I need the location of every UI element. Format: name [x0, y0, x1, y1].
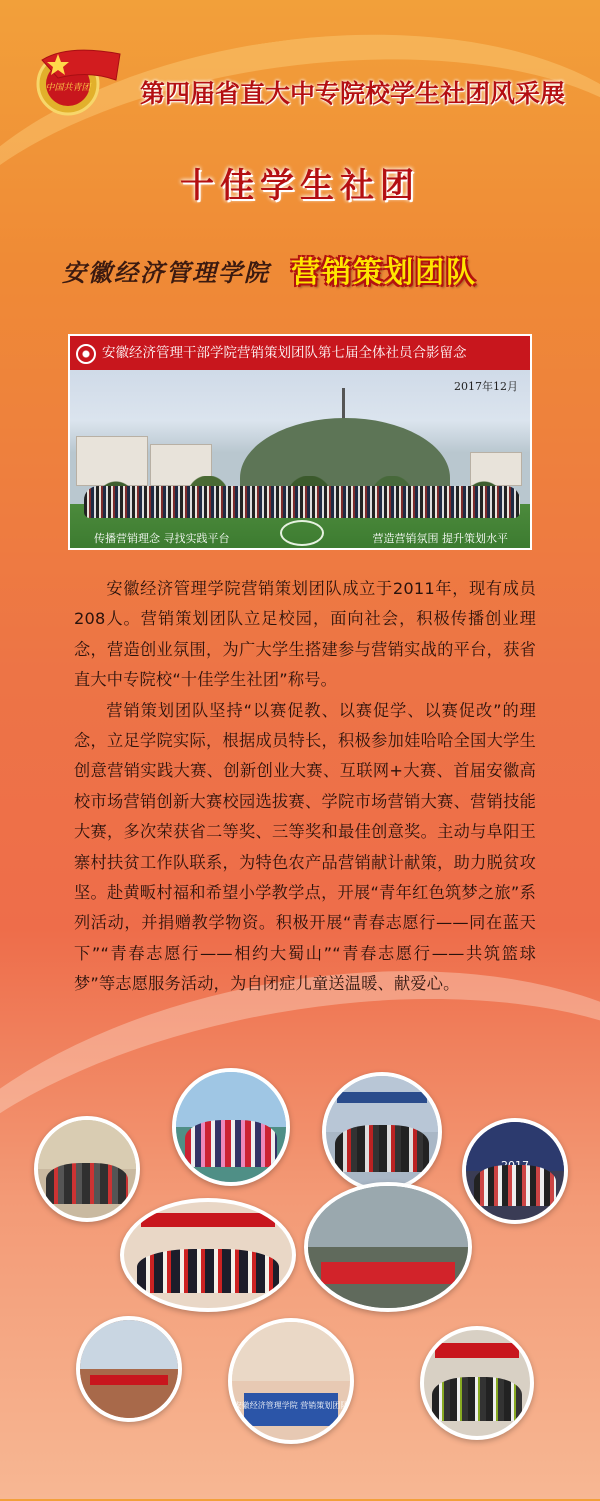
- gallery-photo-7: [76, 1316, 182, 1422]
- gallery-photo-8: [228, 1318, 354, 1444]
- photo-3-volunteers: [46, 1163, 128, 1204]
- gallery-photo-9: [420, 1326, 534, 1440]
- photo-8-banner-text: 安徽经济管理学院 营销策划团队: [233, 1400, 349, 1410]
- group-photo-banner: [70, 336, 530, 370]
- group-photo-caption-right: 营造营销氛围 提升策划水平: [372, 532, 508, 545]
- gallery-photo-1: [172, 1068, 290, 1186]
- club-description: [74, 574, 536, 1000]
- group-photo-date: 2017年12月: [454, 380, 518, 393]
- svg-text:中国共青团: 中国共青团: [45, 83, 91, 93]
- gallery-photo-6: [304, 1182, 472, 1312]
- club-heading: [62, 250, 542, 290]
- photo-9-banner: [435, 1343, 520, 1358]
- gallery-photo-5: [120, 1198, 296, 1312]
- exhibition-title: 第四届省直大中专院校学生社团风采展: [140, 79, 566, 108]
- photo-1-sky: [176, 1072, 286, 1127]
- group-photo-banner-text: 安徽经济管理干部学院营销策划团队第七届全体社员合影留念: [102, 345, 467, 361]
- photo-9-group: [432, 1377, 521, 1422]
- gallery-photo-3: [34, 1116, 140, 1222]
- photo-2-banner: [337, 1092, 427, 1103]
- photo-6-sky: [308, 1186, 468, 1247]
- photo-8-wall: [232, 1322, 350, 1381]
- photo-7-banner: [90, 1375, 168, 1385]
- gallery-photo-2: [322, 1072, 442, 1192]
- description-paragraph-2: 营销策划团队坚持“以赛促教、以赛促学、以赛促改”的理念，立足学院实际，根据成员特长，积极参加娃哈哈全国大学生创意营销实践大赛、创新创业大赛、互联网+大赛、首届安徽高校市场营销创新大赛校园选拔赛、学院市场营销大赛、营销技能大赛，多次荣获省二等奖、三等奖和最佳创意奖。主动与阜阳王寨村扶贫工作队联系，为特色农产品营销献计献策，助力脱贫攻坚。赴黄畈村福和希望小学教学点，开展“青年红色筑梦之旅”系列活动，并捐赠教学物资。积极开展“青春志愿行——同在蓝天下”“青春志愿行——相约大蜀山”“青春志愿行——共筑篮球梦”等志愿服务活动，为自闭症儿童送温暖、献爱心。: [74, 700, 536, 994]
- gallery-photo-4: [462, 1118, 568, 1224]
- photo-2-wall: [326, 1076, 438, 1132]
- photo-5-banner: [141, 1213, 275, 1228]
- photo-6-flags: [321, 1262, 455, 1284]
- group-crowd: [84, 486, 520, 518]
- photo-5-award-group: [137, 1249, 278, 1294]
- description-paragraph-1: 安徽经济管理学院营销策划团队成立于2011年，现有成员208人。营销策划团队立足校园，面向社会，积极传播创业理念，营造创业氛围，为广大学生搭建参与营销实战的平台，获省直大中专院校“十佳学生社团”称号。: [74, 579, 536, 690]
- college-seal-icon: [76, 344, 96, 364]
- photo-1-children: [185, 1120, 277, 1166]
- group-photo-caption-left: 传播营销理念 寻找实践平台: [94, 532, 230, 545]
- group-photo: [68, 334, 532, 550]
- photo-3-sky: [38, 1120, 136, 1169]
- photo-2-winners: [335, 1125, 429, 1172]
- photo-4-audience: [474, 1165, 556, 1206]
- college-name: 安徽经济管理学院: [62, 258, 270, 287]
- team-name: 营销策划团队: [291, 255, 478, 289]
- youth-league-emblem-icon: [28, 40, 128, 118]
- photo-7-sky: [80, 1320, 178, 1369]
- field-logo: [280, 520, 324, 546]
- award-subtitle: 十佳学生社团: [180, 166, 420, 206]
